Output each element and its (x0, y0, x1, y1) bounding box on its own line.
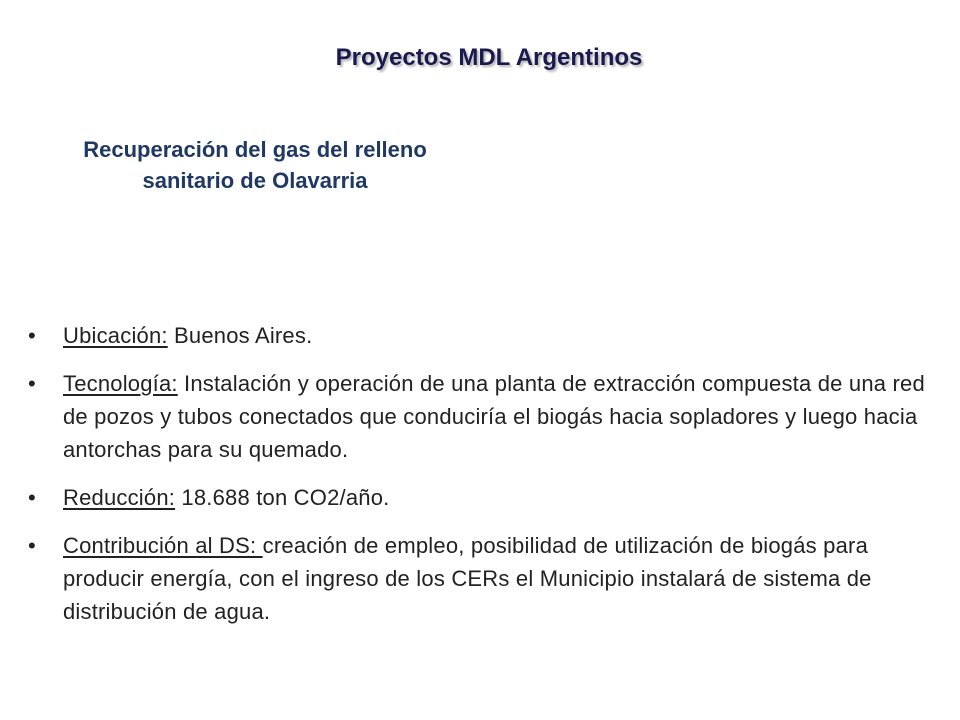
bullet-text: creación de empleo, posibilidad de utilización de biogás para producir energía, con el ingreso de los CERs el Municipio instalará de sistema de distribución de agua. (63, 533, 872, 624)
bullet-reduccion (28, 481, 928, 514)
bullet-label: Tecnología: (63, 371, 178, 396)
bullet-tecnologia (28, 367, 928, 466)
project-subtitle: Recuperación del gas del relleno sanitario de Olavarria (83, 137, 427, 193)
bullet-label: Ubicación: (63, 323, 168, 348)
bullet-dot-icon: • (28, 323, 36, 348)
bullet-text: Buenos Aires. (167, 323, 313, 348)
bullet-dot-icon: • (28, 533, 36, 558)
bullet-ubicacion (28, 319, 928, 352)
bullet-dot-icon: • (28, 371, 36, 396)
slide-title: Proyectos MDL Argentinos (335, 44, 643, 71)
bullet-dot-icon: • (28, 485, 36, 510)
bullet-text: 18.688 ton CO2/año. (175, 485, 390, 510)
bullet-label: Reducción: (63, 485, 176, 510)
bullet-contribucion (28, 529, 928, 628)
bullet-text: Instalación y operación de una planta de extracción compuesta de una red de pozos y tubos conectados que conduciría el biogás hacia sopladores y luego hacia antorchas para su quemado. (63, 371, 925, 462)
bullet-list (28, 319, 928, 643)
bullet-label: Contribución al DS: (63, 533, 263, 558)
